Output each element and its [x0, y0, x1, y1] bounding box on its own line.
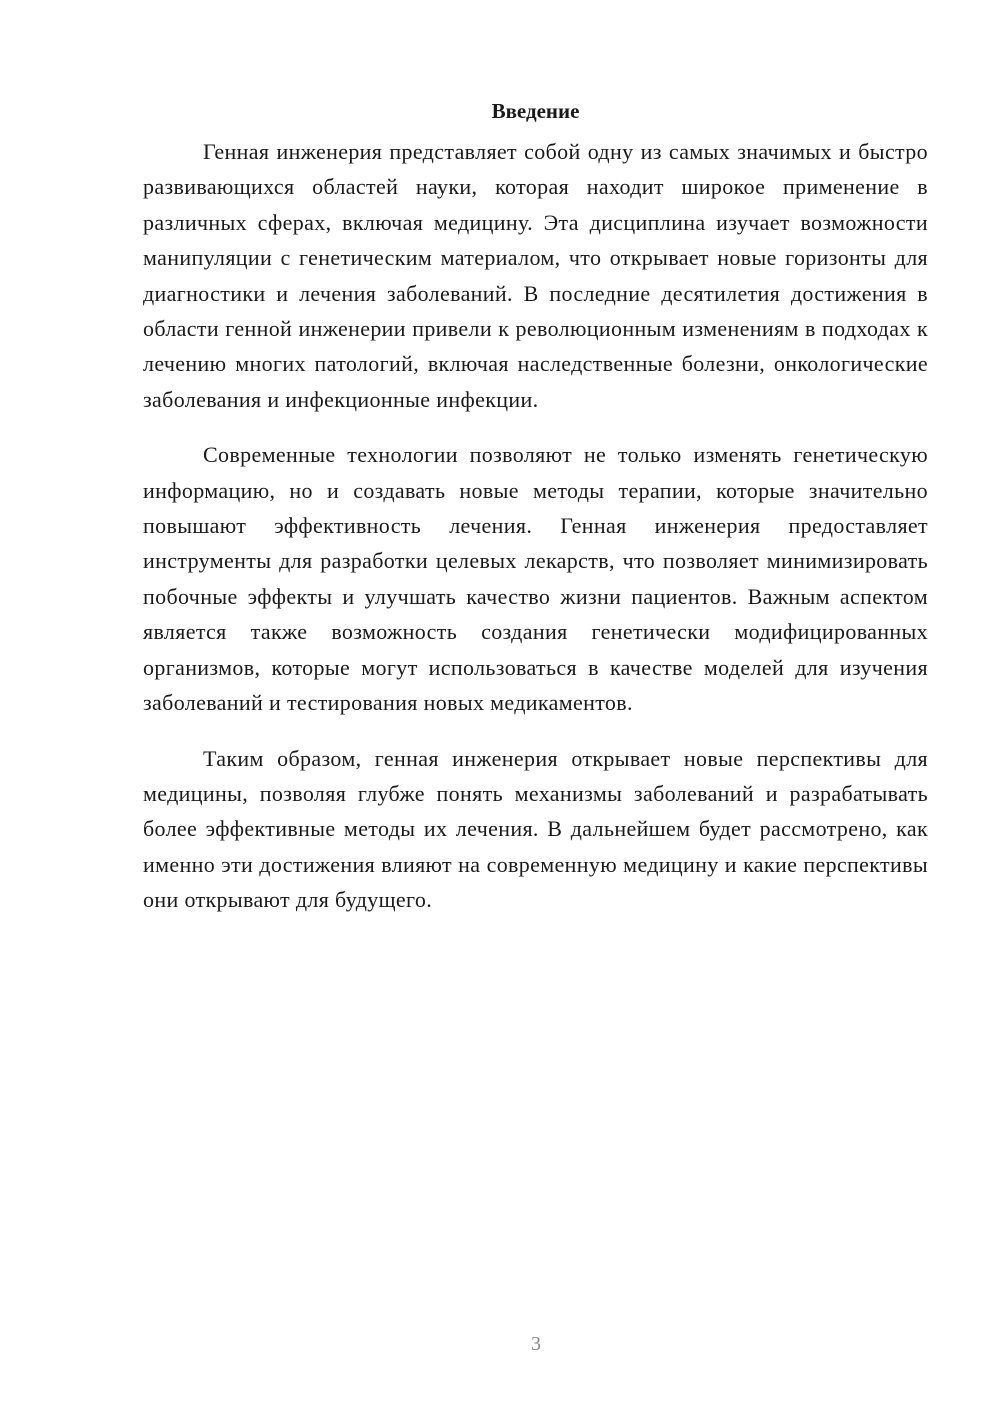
paragraph-2: Современные технологии позволяют не только изменять генетическую информацию, но и создавать новые методы терапии, которые значительно повышают эффективность лечения. Генная инженерия предоставляет инструменты для разработки целевых лекарств, что позволяет минимизировать побочные эффекты и улучшать качество жизни пациентов. Важным аспектом является также возможность создания генетически модифицированных организмов, которые могут использоваться в качестве моделей для изучения заболеваний и тестирования новых медикаментов.	[143, 442, 928, 716]
page-content	[143, 94, 928, 938]
paragraph-3: Таким образом, генная инженерия открывает новые перспективы для медицины, позволяя глубже понять механизмы заболеваний и разрабатывать более эффективные методы их лечения. В дальнейшем будет рассмотрено, как именно эти достижения влияют на современную медицину и какие перспективы они открывают для будущего.	[143, 745, 928, 913]
section-title: Введение	[491, 99, 580, 123]
paragraph-1: Генная инженерия представляет собой одну из самых значимых и быстро развивающихся областей науки, которая находит широкое применение в различных сферах, включая медицину. Эта дисциплина изучает возможности манипуляции с генетическим материалом, что открывает новые горизонты для диагностики и лечения заболеваний. В последние десятилетия достижения в области генной инженерии привели к революционным изменениям в подходах к лечению многих патологий, включая наследственные болезни, онкологические заболевания и инфекционные инфекции.	[143, 139, 928, 412]
page-number: 3	[531, 1333, 541, 1355]
